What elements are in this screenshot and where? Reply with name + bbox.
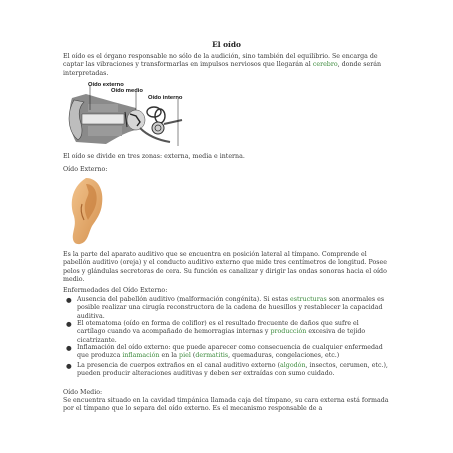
link-produccion[interactable]: producción	[270, 328, 307, 336]
bullet-icon: ●	[66, 344, 72, 352]
bullet-icon: ●	[66, 296, 72, 304]
disease-list-item: ● Ausencia del pabellón auditivo (malformación congénita). Si estas estructuras son anormales es posible realizar una cirugía reconstructora de la cadena de huesillos y restablecer la capacidad auditiva.	[66, 296, 385, 320]
outer-ear-description: Es la parte del aparato auditivo que se encuentra en posición lateral al tímpano. Comprende el pabellón auditivo (oreja) y el conducto auditivo externo que mide tres centímetros de longitud. Posee pelos y glándulas secretoras de cera. Su función es canalizar y dirigir las ondas sonoras hacia el oído medio.	[63, 251, 387, 283]
link-dermatitis[interactable]: dermatitis	[195, 352, 229, 360]
label-outer-ear: Oído externo	[88, 82, 124, 88]
link-piel[interactable]: piel	[179, 352, 191, 360]
link-cerebro[interactable]: cerebro	[312, 61, 338, 69]
disease-list-item: ● El otematoma (oído en forma de coliflor) es el resultado frecuente de daños que sufre el cartílago cuando va acompañado de hemorragias internas y producción excesiva de tejido cicatrizante.	[66, 320, 366, 344]
bullet-icon: ●	[66, 320, 72, 328]
outer-ear-photo	[64, 176, 104, 246]
disease-list-item: ● La presencia de cuerpos extraños en el canal auditivo externo (algodón, insectos, cerumen, etc.), pueden producir alteraciones auditivas y deben ser extraídas con sumo cuidado.	[66, 362, 388, 378]
middle-ear-description: Se encuentra situado en la cavidad timpánica llamada caja del tímpano, su cara externa está formada por el tímpano que lo separa del oído externo. Es el mecanismo responsable de a	[63, 397, 389, 413]
disease-list-item: ● Inflamación del oído externo: que puede aparecer como consecuencia de cualquier enfermedad que produzca inflamación en la piel (dermatitis, quemaduras, congelaciones, etc.)	[66, 344, 383, 360]
link-inflamacion[interactable]: inflamación	[122, 352, 160, 360]
intro-paragraph: El oído es el órgano responsable no sólo de la audición, sino también del equilibrio. Se encarga de captar las vibraciones y transformarlas en impulsos nerviosos que llegarán al cerebro, donde serán interpretadas.	[63, 53, 382, 77]
link-algodon[interactable]: algodón	[280, 362, 306, 369]
page-title: El oído	[212, 40, 241, 49]
zones-paragraph: El oído se divide en tres zonas: externa, media e interna.	[63, 153, 245, 160]
outer-ear-heading: Oído Externo:	[63, 166, 108, 173]
label-inner-ear: Oído interno	[148, 95, 183, 101]
diseases-heading: Enfermedades del Oído Externo:	[63, 287, 168, 294]
middle-ear-heading: Oído Medio:	[63, 389, 103, 396]
link-estructuras[interactable]: estructuras	[290, 296, 327, 303]
bullet-icon: ●	[66, 362, 72, 370]
ear-anatomy-diagram	[66, 80, 186, 150]
label-middle-ear: Oído medio	[111, 88, 143, 94]
